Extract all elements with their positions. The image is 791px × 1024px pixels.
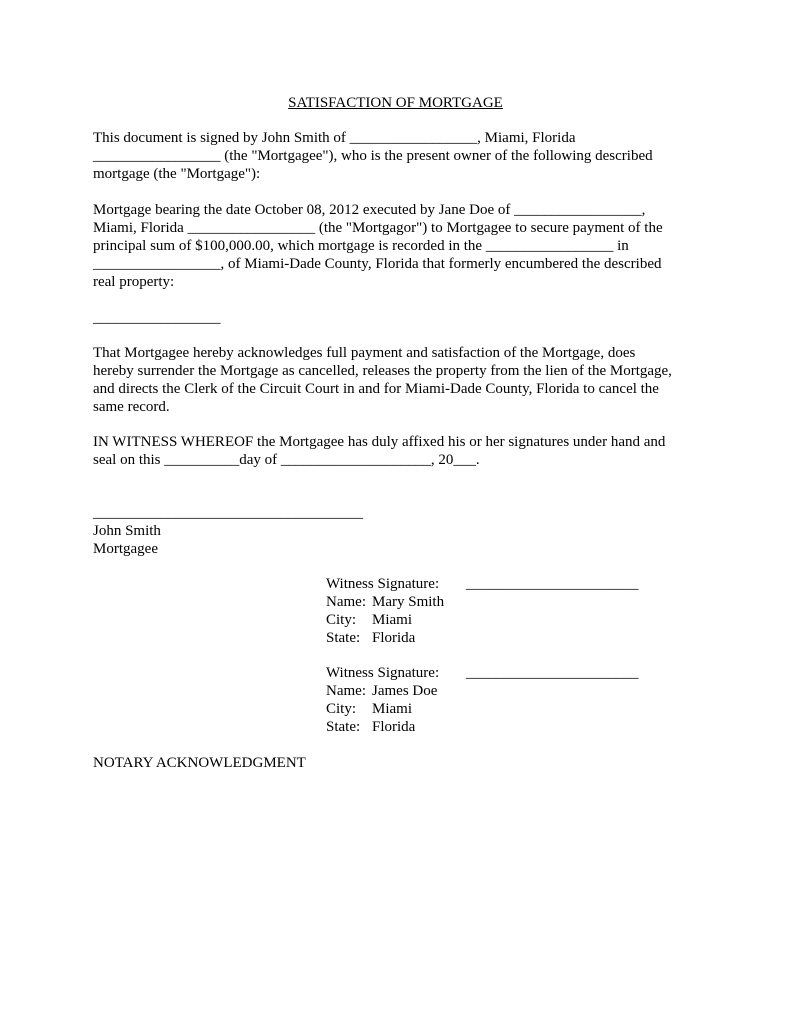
paragraph1-line: _________________ (the "Mortgagee"), who is the present owner of the following described — [93, 148, 653, 164]
witness2-signature-label: Witness Signature: — [326, 665, 440, 681]
mortgagee-name: John Smith — [93, 523, 161, 539]
mortgagee-signature-line: ____________________________________ — [93, 505, 363, 521]
witness2-state-label: State: — [326, 719, 361, 735]
paragraph2-line: Miami, Florida _________________ (the "Mortgagor") to Mortgagee to secure payment of the — [93, 220, 663, 236]
paragraph1-line: This document is signed by John Smith of _________________, Miami, Florida — [93, 130, 576, 146]
paragraph4-line: seal on this __________day of ____________________, 20___. — [93, 452, 480, 468]
witness2-signature-line: _______________________ — [466, 665, 639, 681]
paragraph4-line: IN WITNESS WHEREOF the Mortgagee has duly affixed his or her signatures under hand and — [93, 434, 666, 450]
paragraph2-line: principal sum of $100,000.00, which mortgage is recorded in the _________________ in — [93, 238, 629, 254]
paragraph2-line: Mortgage bearing the date October 08, 2012 executed by Jane Doe of _________________, — [93, 202, 646, 218]
paragraph3-line: hereby surrender the Mortgage as cancelled, releases the property from the lien of the Mortgage, — [93, 363, 672, 379]
witness2-city: Miami — [372, 701, 412, 717]
witness2-name-label: Name: — [326, 683, 366, 699]
paragraph3-line: same record. — [93, 399, 170, 415]
paragraph2-line: _________________, of Miami-Dade County, Florida that formerly encumbered the described — [93, 256, 662, 272]
mortgagee-role: Mortgagee — [93, 541, 158, 557]
witness2-city-label: City: — [326, 701, 357, 717]
witness1-name: Mary Smith — [372, 594, 445, 610]
paragraph3-line: and directs the Clerk of the Circuit Court in and for Miami-Dade County, Florida to cancel the — [93, 381, 659, 397]
witness1-signature-line: _______________________ — [466, 576, 639, 592]
witness1-signature-label: Witness Signature: — [326, 576, 440, 592]
witness1-city-label: City: — [326, 612, 357, 628]
witness1-name-label: Name: — [326, 594, 366, 610]
paragraph2-line: real property: — [93, 274, 175, 290]
document-title: SATISFACTION OF MORTGAGE — [288, 95, 503, 111]
witness2-name: James Doe — [372, 683, 438, 699]
paragraph3-line: That Mortgagee hereby acknowledges full payment and satisfaction of the Mortgage, does — [93, 345, 636, 361]
property-description-blank: _________________ — [93, 310, 221, 326]
witness2-state: Florida — [372, 719, 416, 735]
witness1-state-label: State: — [326, 630, 361, 646]
witness1-city: Miami — [372, 612, 412, 628]
witness1-state: Florida — [372, 630, 416, 646]
paragraph1-line: mortgage (the "Mortgage"): — [93, 166, 261, 182]
notary-heading: NOTARY ACKNOWLEDGMENT — [93, 755, 306, 771]
